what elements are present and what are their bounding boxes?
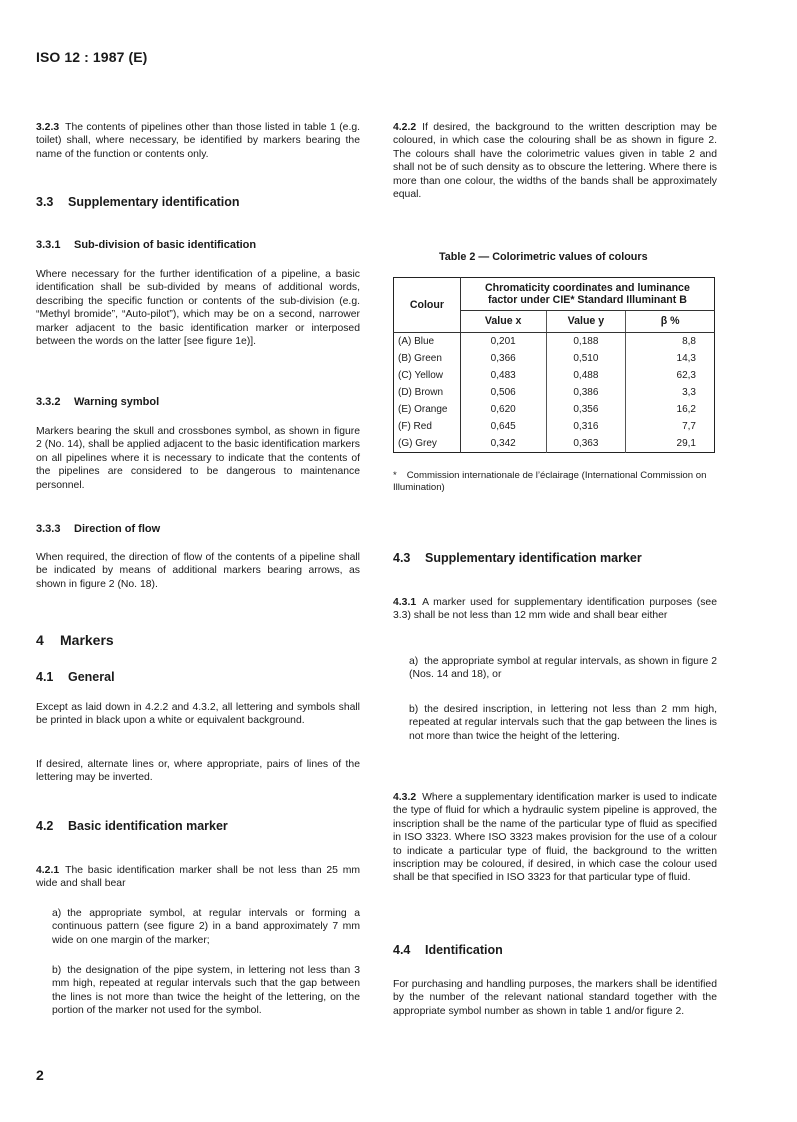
- heading-title: Supplementary identification marker: [425, 551, 642, 565]
- heading-title: Warning symbol: [74, 396, 160, 408]
- cell-y: 0,363: [546, 435, 626, 453]
- cell-colour: (C) Yellow: [394, 367, 461, 384]
- cell-x: 0,366: [460, 350, 546, 367]
- table-row: [394, 401, 715, 418]
- list-label: b): [52, 965, 62, 976]
- heading-4-4: [393, 944, 717, 957]
- list-label: a): [52, 908, 62, 919]
- cell-y: 0,188: [546, 333, 626, 351]
- cell-x: 0,342: [460, 435, 546, 453]
- clause-number: 4.3.2: [393, 792, 417, 803]
- cell-beta: 16,2: [676, 404, 696, 415]
- cell-y: 0,386: [546, 384, 626, 401]
- clause-number: 3.2.3: [36, 122, 60, 133]
- heading-number: 3.3.1: [36, 239, 61, 251]
- clause-text: The contents of pipelines other than those listed in table 1 (e.g. toilet) shall, where necessary, be identified by markers bearing the name of the function or contents only.: [36, 122, 360, 160]
- table-row: [394, 333, 715, 351]
- list-item-b: [393, 703, 717, 743]
- paragraph: If desired, alternate lines or, where appropriate, pairs of lines of the lettering may be inverted.: [36, 759, 360, 784]
- clause-4-2-2: [393, 121, 717, 201]
- heading-title: Identification: [425, 943, 503, 957]
- list-label: a): [409, 656, 419, 667]
- list-item-a: [393, 655, 717, 682]
- heading-number: 3.3: [36, 195, 54, 209]
- table-row: [394, 384, 715, 401]
- clause-text: The basic identification marker shall be not less than 25 mm wide and shall bear: [36, 865, 360, 890]
- heading-3-3-3: [36, 523, 360, 536]
- table-row: [394, 435, 715, 453]
- heading-number: 3.3.2: [36, 396, 61, 408]
- clause-4-1-p1: [36, 701, 360, 728]
- cell-colour: (G) Grey: [394, 435, 461, 453]
- clause-number: 4.2.2: [393, 122, 417, 133]
- heading-4-2: [36, 820, 360, 833]
- clause-4-3-2: [393, 791, 717, 885]
- cell-beta: 62,3: [676, 370, 696, 381]
- clause-number: 4.2.1: [36, 865, 60, 876]
- clause-text: If desired, the background to the written description may be coloured, in which case the colouring shall be as shown in figure 2. The colours shall have the colorimetric values given in table 2 and shall not be of such density as to obscure the lettering. Where there is more than one colour, the widths of the bands shall be approximately equal.: [393, 122, 717, 201]
- clause-3-2-3: [36, 121, 360, 161]
- column-header-colour: Colour: [394, 278, 461, 333]
- table-row: [394, 350, 715, 367]
- heading-3-3-1: [36, 239, 360, 252]
- heading-number: 4: [36, 632, 44, 648]
- heading-title: Supplementary identification: [68, 195, 240, 209]
- cell-beta: 3,3: [682, 387, 696, 398]
- clause-text: Where a supplementary identification marker is used to indicate the type of fluid for which a hydraulic system pipeline is approved, the inscription shall be the name of the particular type of fluid as specified in ISO 3323. Where ISO 3323 makes provision for the use of a colour to indicate a particular type of fluid, the background to the written inscription may be coloured, if desired, in which case the colour used shall be that specified in ISO 3323 for that particular type of fluid.: [393, 792, 717, 884]
- heading-title: Sub-division of basic identification: [74, 239, 257, 251]
- paragraph: When required, the direction of flow of the contents of a pipeline shall be indicated by means of additional markers bearing arrows, as shown in figure 2 (No. 18).: [36, 552, 360, 590]
- cell-x: 0,483: [460, 367, 546, 384]
- column-header-x: Value x: [460, 311, 546, 333]
- list-text: the designation of the pipe system, in lettering not less than 3 mm high, repeated at regular intervals such that the gap between the lines is not more than twice the height of the lettering, on the portion of the marker not used for the symbol.: [52, 965, 360, 1017]
- column-header-y: Value y: [546, 311, 626, 333]
- document-id-header: ISO 12 : 1987 (E): [36, 49, 148, 65]
- table-row: [394, 367, 715, 384]
- cell-colour: (B) Green: [394, 350, 461, 367]
- cell-colour: (E) Orange: [394, 401, 461, 418]
- column-group-header: Chromaticity coordinates and luminance factor under CIE* Standard Illuminant B: [460, 278, 714, 311]
- footnote-mark: *: [393, 470, 397, 481]
- cell-x: 0,201: [460, 333, 546, 351]
- paragraph: Except as laid down in 4.2.2 and 4.3.2, all lettering and symbols shall be printed in black upon a white or equivalent background.: [36, 702, 360, 727]
- clause-4-3-1: [393, 596, 717, 623]
- cell-colour: (D) Brown: [394, 384, 461, 401]
- heading-number: 4.3: [393, 551, 411, 565]
- heading-3-3: [36, 196, 360, 209]
- cell-x: 0,620: [460, 401, 546, 418]
- heading-title: Markers: [60, 632, 114, 648]
- cell-y: 0,316: [546, 418, 626, 435]
- column-header-beta: β %: [626, 311, 715, 333]
- clause-3-3-1-text: [36, 268, 360, 348]
- cell-beta: 29,1: [676, 438, 696, 449]
- colorimetric-table: [393, 277, 715, 453]
- heading-title: General: [68, 670, 115, 684]
- heading-4-3: [393, 552, 717, 565]
- heading-title: Basic identification marker: [68, 819, 228, 833]
- paragraph: For purchasing and handling purposes, the markers shall be identified by the number of the relevant national standard together with the appropriate symbol number as shown in table 1 and/or figure 2.: [393, 979, 717, 1017]
- list-item-b: [36, 964, 360, 1018]
- cell-y: 0,488: [546, 367, 626, 384]
- footnote-text: Commission internationale de l’éclairage (International Commission on Illumination): [393, 470, 707, 493]
- clause-text: A marker used for supplementary identification purposes (see 3.3) shall be not less than 12 mm wide and shall bear either: [393, 597, 717, 622]
- list-text: the desired inscription, in lettering not less than 2 mm high, repeated at regular intervals such that the gap between the lines is not more than twice the height of the lettering.: [409, 704, 717, 742]
- cell-y: 0,510: [546, 350, 626, 367]
- heading-number: 4.2: [36, 819, 54, 833]
- clause-4-2-1: [36, 864, 360, 891]
- table-row: [394, 418, 715, 435]
- paragraph: Markers bearing the skull and crossbones symbol, as shown in figure 2 (No. 14), shall be applied adjacent to the basic identification markers on all pipelines where it is necessary to indicate that the contents of the pipelines are considered to be dangerous to maintenance personnel.: [36, 426, 360, 491]
- page-number: 2: [36, 1067, 44, 1083]
- clause-4-1-p2: [36, 758, 360, 785]
- list-item-a: [36, 907, 360, 947]
- list-text: the appropriate symbol at regular intervals, as shown in figure 2 (Nos. 14 and 18), or: [409, 656, 717, 681]
- paragraph: Where necessary for the further identification of a pipeline, a basic identification shall be sub-divided by means of additional words, describing the specific function or contents of the sub-division (e.g. “Methyl bromide”, “Auto-pilot”), which may be on a second, narrower marker adjacent to the basic identification marker or interposed between the words on the latter [see figure 1e)].: [36, 269, 360, 348]
- heading-number: 4.1: [36, 670, 54, 684]
- cell-beta: 8,8: [682, 336, 696, 347]
- cell-beta: 7,7: [682, 421, 696, 432]
- cell-x: 0,506: [460, 384, 546, 401]
- cell-beta: 14,3: [676, 353, 696, 364]
- clause-3-3-3-text: [36, 551, 360, 591]
- heading-4-1: [36, 671, 360, 684]
- cell-colour: (A) Blue: [394, 333, 461, 351]
- heading-number: 4.4: [393, 943, 411, 957]
- cell-y: 0,356: [546, 401, 626, 418]
- clause-number: 4.3.1: [393, 597, 417, 608]
- clause-4-4-text: [393, 978, 717, 1018]
- cell-x: 0,645: [460, 418, 546, 435]
- heading-title: Direction of flow: [74, 523, 161, 535]
- list-text: the appropriate symbol, at regular intervals or forming a continuous pattern (see figure 2) in a band approximately 7 mm wide on one margin of the marker;: [52, 908, 360, 946]
- table-footnote: [393, 470, 715, 494]
- heading-number: 3.3.3: [36, 523, 61, 535]
- table-caption: Table 2 — Colorimetric values of colours: [439, 251, 648, 263]
- heading-4: [36, 634, 360, 647]
- cell-colour: (F) Red: [394, 418, 461, 435]
- list-label: b): [409, 704, 419, 715]
- clause-3-3-2-text: [36, 425, 360, 492]
- heading-3-3-2: [36, 396, 360, 409]
